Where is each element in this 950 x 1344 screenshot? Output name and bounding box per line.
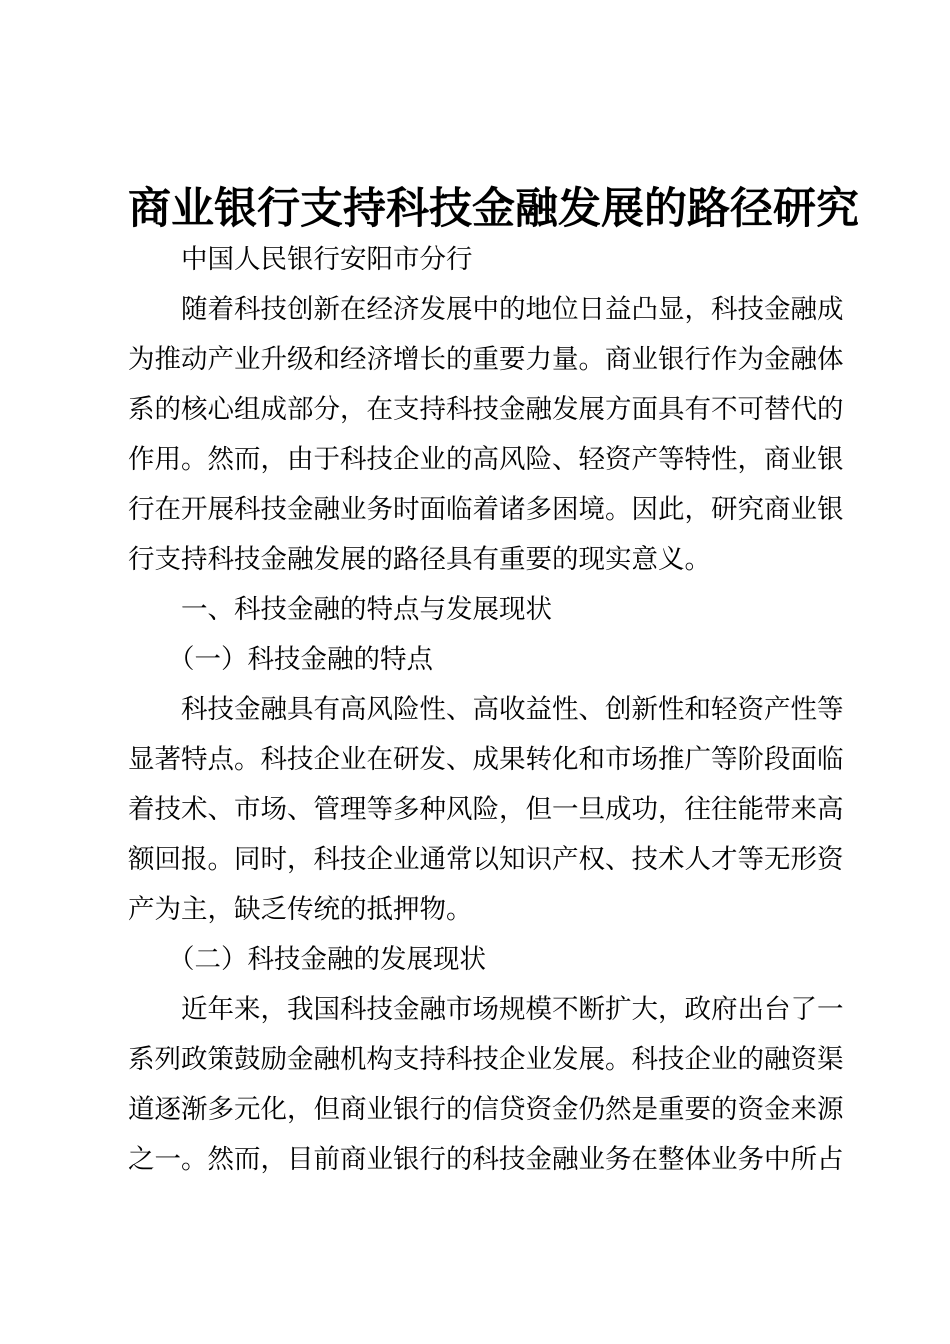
paragraph-line: 产为主，缺乏传统的抵押物。 (128, 894, 473, 925)
paragraph-line: 为推动产业升级和经济增长的重要力量。商业银行作为金融体 (128, 344, 844, 375)
paragraph-line: 行在开展科技金融业务时面临着诸多困境。因此，研究商业银 (128, 494, 844, 525)
paragraph-line: 近年来，我国科技金融市场规模不断扩大，政府出台了一 (181, 994, 844, 1025)
document-page (128, 183, 859, 1185)
document-title: 商业银行支持科技金融发展的路径研究 (128, 184, 859, 234)
subsection-1-paragraph (128, 685, 844, 935)
intro-paragraph (128, 285, 844, 585)
paragraph-line: 额回报。同时，科技企业通常以知识产权、技术人才等无形资 (128, 844, 844, 875)
section-heading-1: 一、科技金融的特点与发展现状 (181, 594, 552, 625)
subsection-heading-1: （一）科技金融的特点 (168, 644, 433, 675)
author-affiliation: 中国人民银行安阳市分行 (181, 244, 473, 275)
paragraph-line: 科技金融具有高风险性、高收益性、创新性和轻资产性等 (181, 694, 844, 725)
paragraph-line: 作用。然而，由于科技企业的高风险、轻资产等特性，商业银 (128, 444, 844, 475)
paragraph-line: 之一。然而，目前商业银行的科技金融业务在整体业务中所占 (128, 1144, 844, 1175)
subsection-2-paragraph (128, 985, 844, 1185)
paragraph-line: 行支持科技金融发展的路径具有重要的现实意义。 (128, 544, 711, 575)
paragraph-line: 系列政策鼓励金融机构支持科技企业发展。科技企业的融资渠 (128, 1044, 844, 1075)
paragraph-line: 系的核心组成部分，在支持科技金融发展方面具有不可替代的 (128, 394, 844, 425)
paragraph-line: 随着科技创新在经济发展中的地位日益凸显，科技金融成 (181, 294, 844, 325)
paragraph-line: 显著特点。科技企业在研发、成果转化和市场推广等阶段面临 (128, 744, 844, 775)
paragraph-line: 道逐渐多元化，但商业银行的信贷资金仍然是重要的资金来源 (128, 1094, 844, 1125)
subsection-heading-2: （二）科技金融的发展现状 (168, 944, 486, 975)
paragraph-line: 着技术、市场、管理等多种风险，但一旦成功，往往能带来高 (128, 794, 844, 825)
